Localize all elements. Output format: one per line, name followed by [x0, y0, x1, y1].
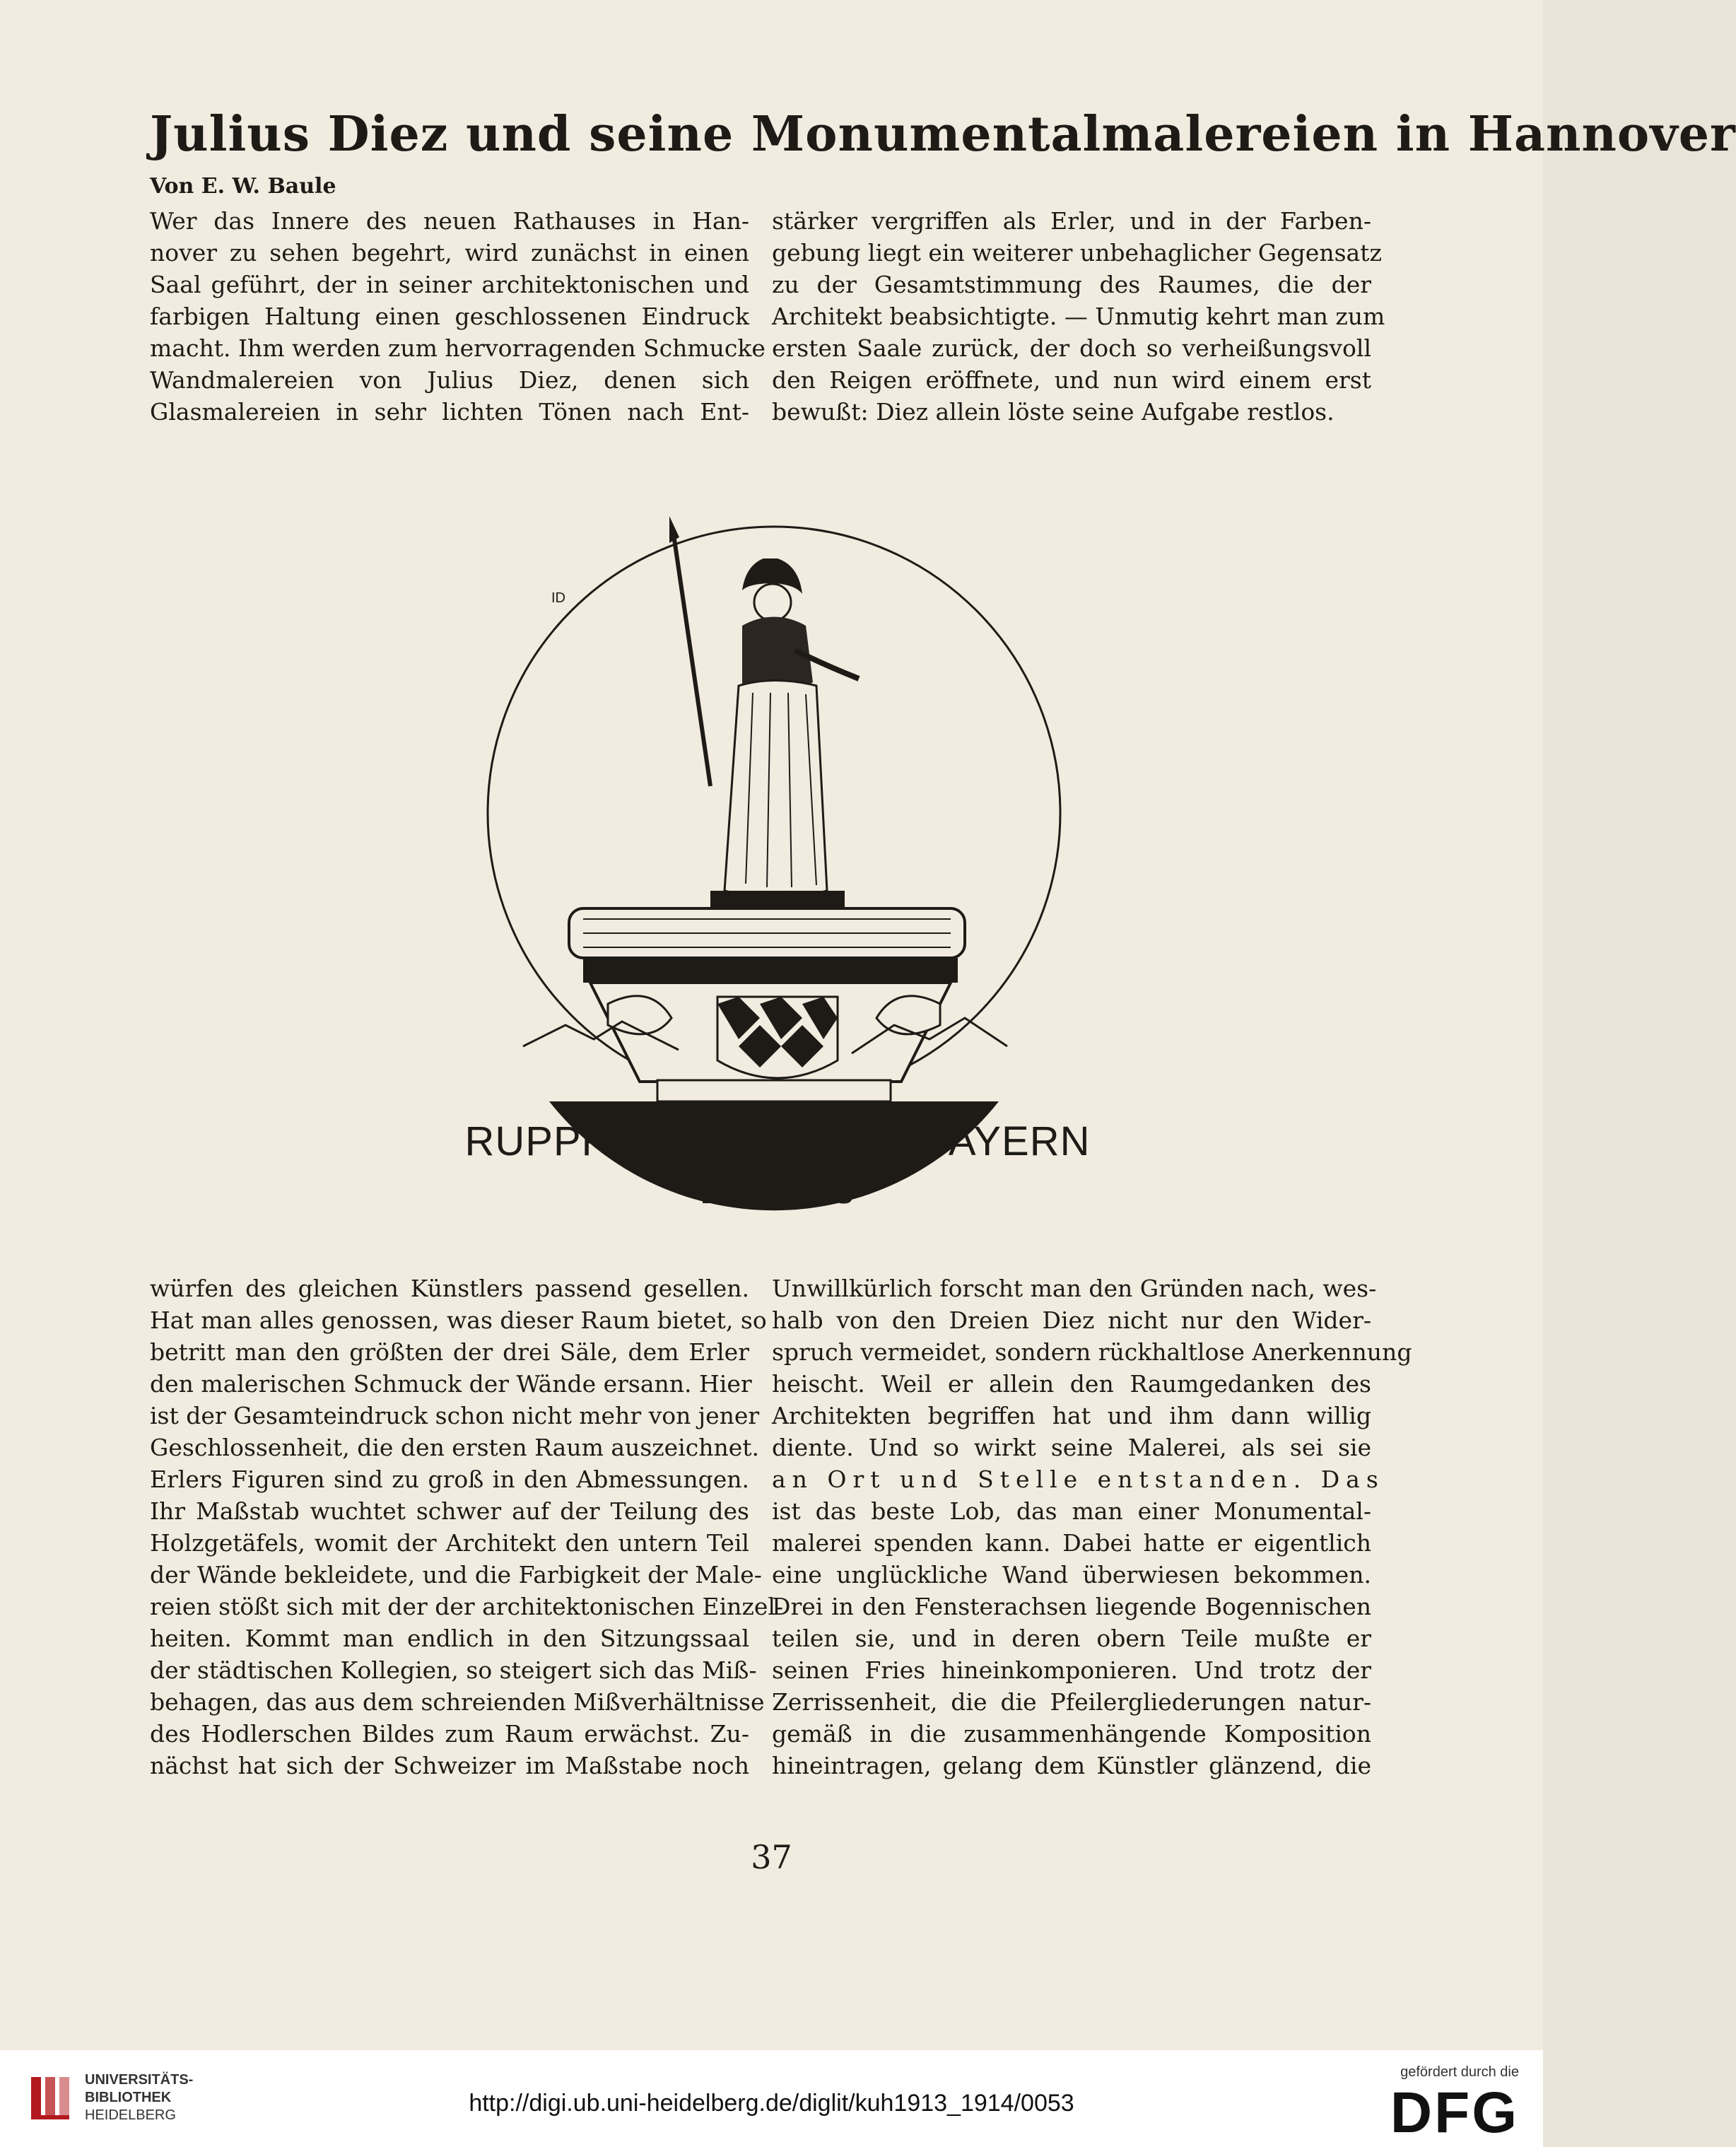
text-line: spruch vermeidet, sondern rückhaltlose Anerkennung — [772, 1338, 1412, 1366]
article-byline: Von E. W. Baule — [150, 174, 336, 199]
text-line: malerei spenden kann. Dabei hatte er eigentlich — [772, 1529, 1371, 1557]
page-number: 37 — [751, 1838, 792, 1876]
dfg-logo: DFG — [1390, 2081, 1519, 2145]
text-line: Wer das Innere des neuen Rathauses in Han- — [150, 207, 749, 235]
text-line: diente. Und so wirkt seine Malerei, als sei sie — [772, 1434, 1371, 1461]
text-line: halb von den Dreien Diez nicht nur den Wider- — [772, 1306, 1371, 1334]
text-line: Saal geführt, der in seiner architektonischen und — [150, 271, 749, 298]
text-line: zu der Gesamtstimmung des Raumes, die der — [772, 271, 1371, 298]
text-line: ist der Gesamteindruck schon nicht mehr von jener — [150, 1402, 760, 1429]
text-line: eine unglückliche Wand überwiesen bekommen. — [772, 1561, 1371, 1589]
permalink-url[interactable]: http://digi.ub.uni-heidelberg.de/diglit/kuh1913_1914/0053 — [469, 2090, 1074, 2117]
text-line: betritt man den größten der drei Säle, dem Erler — [150, 1338, 749, 1366]
text-line: der städtischen Kollegien, so steigert sich das Miß- — [150, 1656, 757, 1684]
text-line: Glasmalereien in sehr lichten Tönen nach Ent- — [150, 398, 749, 426]
text-line: stärker vergriffen als Erler, und in der Farben- — [772, 207, 1371, 235]
text-line: Drei in den Fensterachsen liegende Bogennischen — [772, 1593, 1371, 1620]
text-line: nover zu sehen begehrt, wird zunächst in einen — [150, 239, 749, 267]
article-title: Julius Diez und seine Monumentalmalereien in Hannover — [150, 106, 1736, 163]
text-line: Zerrissenheit, die die Pfeilergliederungen natur- — [772, 1688, 1371, 1716]
text-line: macht. Ihm werden zum hervorragenden Schmucke — [150, 334, 766, 362]
text-line: des Hodlerschen Bildes zum Raum erwächst. Zu- — [150, 1720, 749, 1748]
caption-line-1 — [424, 1117, 1131, 1174]
monogram: ID — [551, 590, 565, 606]
text-line: den malerischen Schmuck der Wände ersann. Hier — [150, 1370, 752, 1398]
text-line: Holzgetäfels, womit der Architekt den untern Teil — [150, 1529, 749, 1557]
caption-line-2: EX LIBRIS — [700, 1176, 855, 1210]
text-line: nächst hat sich der Schweizer im Maßstabe noch — [150, 1752, 749, 1779]
text-line: ersten Saale zurück, der doch so verheißungsvoll — [772, 334, 1371, 362]
text-line: seinen Fries hineinkomponieren. Und trotz der — [772, 1656, 1371, 1684]
text-line: Architekten begriffen hat und ihm dann willig — [772, 1402, 1371, 1429]
text-line: behagen, das aus dem schreienden Mißverhältnisse — [150, 1688, 765, 1716]
text-line: heiten. Kommt man endlich in den Sitzungssaal — [150, 1625, 749, 1652]
text-line: teilen sie, und in deren obern Teile mußte er — [772, 1625, 1371, 1652]
text-line: Geschlossenheit, die den ersten Raum auszeichnet. — [150, 1434, 759, 1461]
text-line: gemäß in die zusammenhängende Komposition — [772, 1720, 1371, 1748]
caption-part: BAYERN — [920, 1118, 1091, 1164]
text-column-bottom-right — [772, 1273, 1412, 1782]
text-line: reien stößt sich mit der der architektonischen Einzel- — [150, 1593, 784, 1620]
text-line: bewußt: Diez allein löste seine Aufgabe restlos. — [772, 398, 1335, 426]
funded-by-label: gefördert durch die — [1400, 2064, 1519, 2080]
text-line: heischt. Weil er allein den Raumgedanken des — [772, 1370, 1371, 1398]
text-line: Wandmalereien von Julius Diez, denen sich — [150, 366, 749, 394]
digitization-footer — [0, 2050, 1543, 2147]
caption-small: VON — [872, 1137, 921, 1160]
library-line: UNIVERSITÄTS- — [85, 2072, 194, 2088]
text-column-top-left — [150, 205, 766, 428]
text-column-bottom-left — [150, 1273, 784, 1782]
text-line: Erlers Figuren sind zu groß in den Abmessungen. — [150, 1466, 749, 1493]
text-line: Ihr Maßstab wuchtet schwer auf der Teilung des — [150, 1497, 749, 1525]
library-line: HEIDELBERG — [85, 2107, 176, 2123]
text-line: hineintragen, gelang dem Künstler glänzend, die — [772, 1752, 1371, 1779]
text-line: farbigen Haltung einen geschlossenen Eindruck — [150, 303, 749, 330]
text-line: Hat man alles genossen, was dieser Raum bietet, so — [150, 1306, 767, 1334]
library-line: BIBLIOTHEK — [85, 2090, 172, 2105]
text-line: Unwillkürlich forscht man den Gründen nach, wes- — [772, 1275, 1377, 1302]
text-line: ist das beste Lob, das man einer Monumental- — [772, 1497, 1371, 1525]
text-line: der Wände bekleidete, und die Farbigkeit der Male- — [150, 1561, 762, 1589]
text-column-top-right — [772, 205, 1385, 428]
ex-libris-illustration — [484, 509, 1064, 1117]
text-line-spaced: an Ort und Stelle entstanden. Das — [772, 1466, 1385, 1493]
text-line: Architekt beabsichtigte. — Unmutig kehrt man zum — [772, 303, 1385, 330]
caption-part: RUPPRECHT, PRINZ — [464, 1118, 873, 1164]
text-line: gebung liegt ein weiterer unbehaglicher Gegensatz — [772, 239, 1382, 267]
bavarian-shield — [717, 997, 838, 1078]
illustration-caption — [424, 1117, 1131, 1213]
text-line: würfen des gleichen Künstlers passend gesellen. — [150, 1275, 749, 1302]
text-line: den Reigen eröffnete, und nun wird einem erst — [772, 366, 1371, 394]
